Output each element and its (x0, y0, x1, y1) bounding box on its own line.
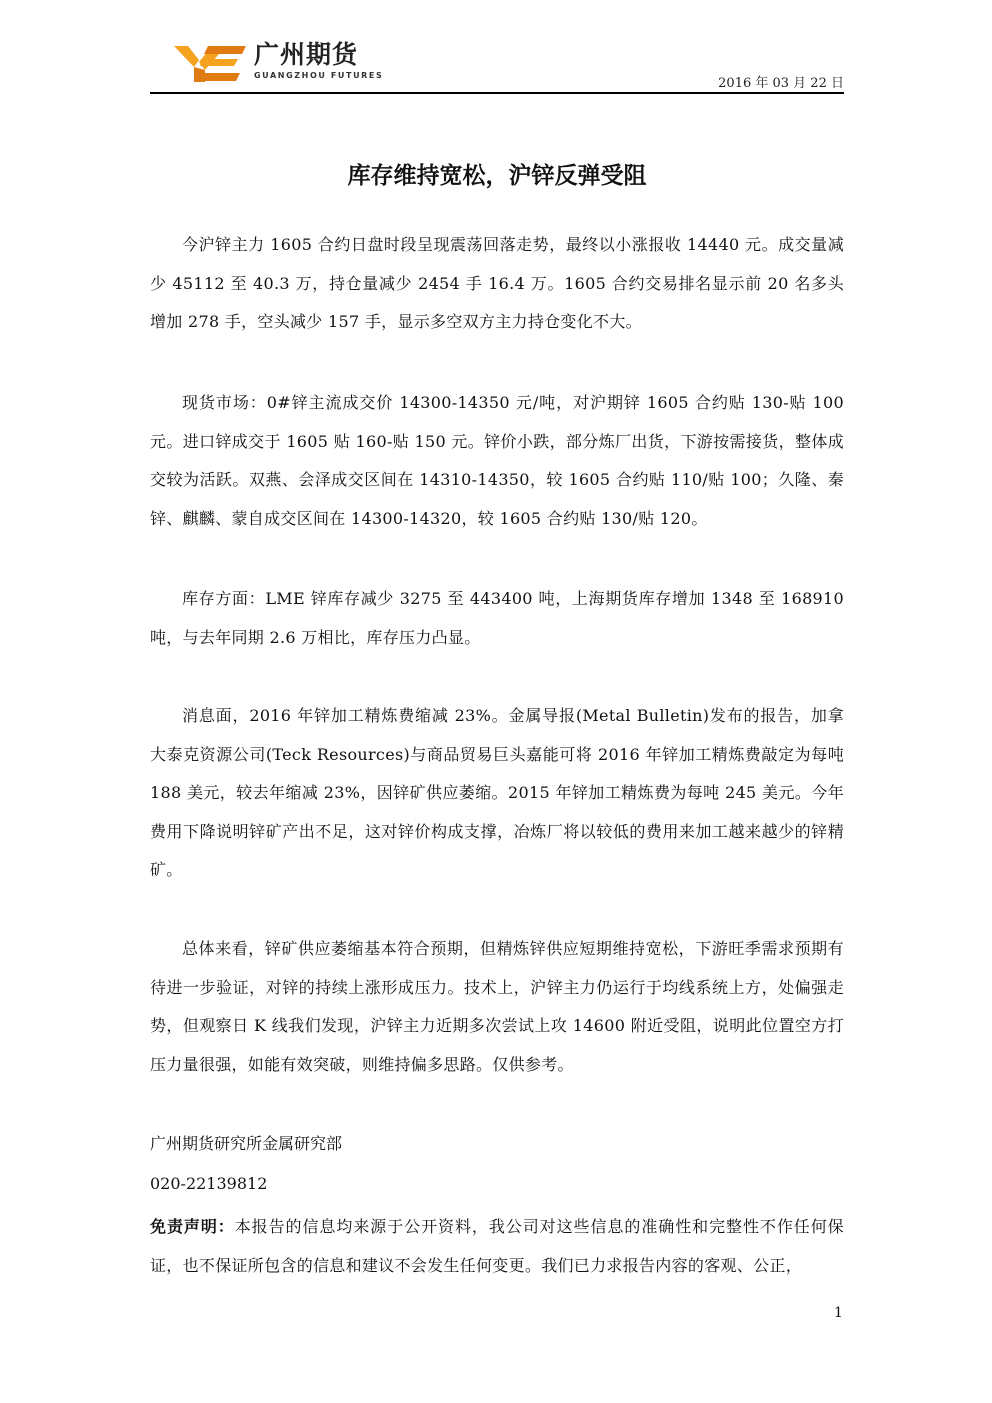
company-logo (172, 40, 392, 84)
paragraph-inventory: 库存方面：LME 锌库存减少 3275 至 443400 吨，上海期货库存增加 1348 至 168910 吨，与去年同期 2.6 万相比，库存压力凸显。 (150, 589, 844, 647)
paragraph-market-summary: 今沪锌主力 1605 合约日盘时段呈现震荡回落走势，最终以小涨报收 14440 元。成交量减少 45112 至 40.3 万，持仓量减少 2454 手 16.4 万。1605 合约交易排名显示前 20 名多头增加 278 手，空头减少 157 手，显示多空双方主力持仓变化不大。 (150, 235, 844, 331)
disclaimer-text: 本报告的信息均来源于公开资料，我公司对这些信息的准确性和完整性不作任何保证，也不保证所包含的信息和建议不会发生任何变更。我们已力求报告内容的客观、公正， (150, 1217, 844, 1275)
logo-english-name: GUANGZHOU FUTURES (254, 71, 384, 80)
research-department: 广州期货研究所金属研究部 (150, 1134, 343, 1153)
paragraph-news: 消息面，2016 年锌加工精炼费缩减 23%。金属导报(Metal Bulletin)发布的报告，加拿大泰克资源公司(Teck Resources)与商品贸易巨头嘉能可将 2016 年锌加工精炼费敲定为每吨 188 美元，较去年缩减 23%，因锌矿供应萎缩。2015 年锌加工精炼费为每吨 245 美元。今年费用下降说明锌矿产出不足，这对锌价构成支撑，冶炼厂将以较低的费用来加工越来越少的锌精矿。 (150, 706, 844, 879)
page-header (150, 36, 844, 94)
logo-mark-icon (172, 40, 246, 84)
article-title: 库存维持宽松，沪锌反弹受阻 (347, 163, 647, 189)
report-date: 2016 年 03 月 22 日 (718, 76, 844, 91)
contact-phone: 020-22139812 (150, 1174, 268, 1193)
disclaimer-label: 免责声明： (150, 1217, 235, 1236)
disclaimer (150, 1208, 844, 1285)
header-rule (150, 92, 844, 94)
paragraph-outlook: 总体来看，锌矿供应萎缩基本符合预期，但精炼锌供应短期维持宽松，下游旺季需求预期有待进一步验证，对锌的持续上涨形成压力。技术上，沪锌主力仍运行于均线系统上方，处偏强走势，但观察日 K 线我们发现，沪锌主力近期多次尝试上攻 14600 附近受阻，说明此位置空方打压力量很强，如能有效突破，则维持偏多思路。仅供参考。 (150, 939, 844, 1074)
page-number: 1 (834, 1305, 843, 1321)
logo-chinese-name: 广州期货 (254, 40, 359, 69)
paragraph-spot-market: 现货市场：0#锌主流成交价 14300-14350 元/吨，对沪期锌 1605 合约贴 130-贴 100 元。进口锌成交于 1605 贴 160-贴 150 元。锌价小跌，部分炼厂出货，下游按需接货，整体成交较为活跃。双燕、会泽成交区间在 14310-14350，较 1605 合约贴 110/贴 100；久隆、秦锌、麒麟、蒙自成交区间在 14300-14320，较 1605 合约贴 130/贴 120。 (150, 393, 844, 528)
